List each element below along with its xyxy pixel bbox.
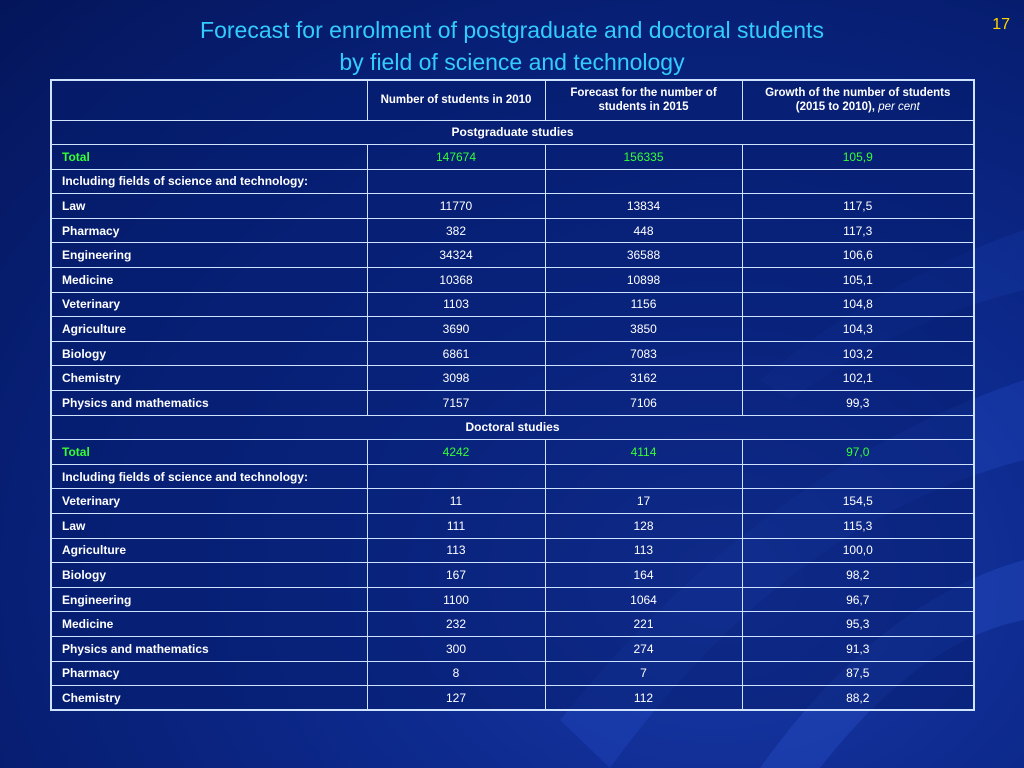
table-row bbox=[51, 514, 974, 539]
slide-title bbox=[0, 14, 1024, 78]
row-label: Chemistry bbox=[51, 366, 367, 391]
value-2015: 17 bbox=[545, 489, 742, 514]
value-growth: 96,7 bbox=[742, 587, 974, 612]
value-growth: 97,0 bbox=[742, 440, 974, 465]
table-row bbox=[51, 268, 974, 293]
value-growth: 95,3 bbox=[742, 612, 974, 637]
empty-cell bbox=[742, 464, 974, 489]
value-2015: 7106 bbox=[545, 391, 742, 416]
section-label: Postgraduate studies bbox=[51, 120, 974, 145]
empty-cell bbox=[545, 169, 742, 194]
value-growth: 99,3 bbox=[742, 391, 974, 416]
table-row bbox=[51, 587, 974, 612]
value-2010: 1103 bbox=[367, 292, 545, 317]
value-2010: 10368 bbox=[367, 268, 545, 293]
header-growth-unit: per cent bbox=[878, 101, 920, 114]
header-forecast-2015: Forecast for the number of students in 2015 bbox=[545, 80, 742, 120]
row-label: Pharmacy bbox=[51, 661, 367, 686]
row-label: Law bbox=[51, 514, 367, 539]
value-growth: 115,3 bbox=[742, 514, 974, 539]
table-row bbox=[51, 612, 974, 637]
value-2015: 221 bbox=[545, 612, 742, 637]
row-label: Agriculture bbox=[51, 538, 367, 563]
value-2010: 4242 bbox=[367, 440, 545, 465]
value-growth: 98,2 bbox=[742, 563, 974, 588]
doctoral-including-row bbox=[51, 464, 974, 489]
value-growth: 103,2 bbox=[742, 341, 974, 366]
row-label: Pharmacy bbox=[51, 218, 367, 243]
including-label: Including fields of science and technology: bbox=[51, 169, 367, 194]
value-2010: 147674 bbox=[367, 145, 545, 170]
value-growth: 104,3 bbox=[742, 317, 974, 342]
table-row bbox=[51, 218, 974, 243]
value-growth: 100,0 bbox=[742, 538, 974, 563]
value-2010: 111 bbox=[367, 514, 545, 539]
value-2015: 4114 bbox=[545, 440, 742, 465]
row-label: Veterinary bbox=[51, 292, 367, 317]
row-label: Law bbox=[51, 194, 367, 219]
including-label: Including fields of science and technology: bbox=[51, 464, 367, 489]
value-2010: 7157 bbox=[367, 391, 545, 416]
value-2015: 128 bbox=[545, 514, 742, 539]
row-label: Medicine bbox=[51, 268, 367, 293]
value-growth: 117,5 bbox=[742, 194, 974, 219]
row-label: Veterinary bbox=[51, 489, 367, 514]
table-row bbox=[51, 243, 974, 268]
table-row bbox=[51, 563, 974, 588]
value-2010: 300 bbox=[367, 636, 545, 661]
row-label: Chemistry bbox=[51, 686, 367, 711]
table-row bbox=[51, 538, 974, 563]
value-2010: 6861 bbox=[367, 341, 545, 366]
value-growth: 106,6 bbox=[742, 243, 974, 268]
value-growth: 117,3 bbox=[742, 218, 974, 243]
slide-title-line2: by field of science and technology bbox=[339, 49, 685, 75]
value-2010: 11770 bbox=[367, 194, 545, 219]
value-growth: 91,3 bbox=[742, 636, 974, 661]
postgraduate-including-row bbox=[51, 169, 974, 194]
enrolment-forecast-table bbox=[50, 79, 975, 711]
slide-number: 17 bbox=[992, 16, 1010, 33]
postgraduate-total-row bbox=[51, 145, 974, 170]
postgraduate-section-row bbox=[51, 120, 974, 145]
value-2015: 1064 bbox=[545, 587, 742, 612]
header-growth-main: Growth of the number of students (2015 to 2010), bbox=[765, 87, 951, 114]
value-2015: 3162 bbox=[545, 366, 742, 391]
value-2015: 1156 bbox=[545, 292, 742, 317]
table-row bbox=[51, 636, 974, 661]
header-field bbox=[51, 80, 367, 120]
table-row bbox=[51, 292, 974, 317]
table-row bbox=[51, 686, 974, 711]
table-row bbox=[51, 661, 974, 686]
row-label: Biology bbox=[51, 341, 367, 366]
table-row bbox=[51, 489, 974, 514]
value-2010: 11 bbox=[367, 489, 545, 514]
empty-cell bbox=[367, 464, 545, 489]
value-growth: 105,9 bbox=[742, 145, 974, 170]
row-label: Medicine bbox=[51, 612, 367, 637]
value-2015: 7083 bbox=[545, 341, 742, 366]
doctoral-section-row bbox=[51, 415, 974, 440]
header-students-2010: Number of students in 2010 bbox=[367, 80, 545, 120]
table-row bbox=[51, 194, 974, 219]
value-2010: 1100 bbox=[367, 587, 545, 612]
empty-cell bbox=[742, 169, 974, 194]
empty-cell bbox=[545, 464, 742, 489]
header-growth bbox=[742, 80, 974, 120]
row-label: Physics and mathematics bbox=[51, 391, 367, 416]
row-label: Biology bbox=[51, 563, 367, 588]
value-2015: 7 bbox=[545, 661, 742, 686]
value-2010: 34324 bbox=[367, 243, 545, 268]
value-growth: 102,1 bbox=[742, 366, 974, 391]
table-row bbox=[51, 391, 974, 416]
section-label: Doctoral studies bbox=[51, 415, 974, 440]
value-2015: 274 bbox=[545, 636, 742, 661]
value-2010: 167 bbox=[367, 563, 545, 588]
value-growth: 104,8 bbox=[742, 292, 974, 317]
value-2015: 448 bbox=[545, 218, 742, 243]
slide-title-line1: Forecast for enrolment of postgraduate and doctoral students bbox=[200, 17, 824, 43]
value-2010: 3690 bbox=[367, 317, 545, 342]
value-2015: 13834 bbox=[545, 194, 742, 219]
row-label: Engineering bbox=[51, 243, 367, 268]
value-2010: 127 bbox=[367, 686, 545, 711]
table-row bbox=[51, 366, 974, 391]
value-2015: 112 bbox=[545, 686, 742, 711]
table-header-row bbox=[51, 80, 974, 120]
doctoral-total-row bbox=[51, 440, 974, 465]
row-label: Engineering bbox=[51, 587, 367, 612]
value-2010: 113 bbox=[367, 538, 545, 563]
value-2010: 3098 bbox=[367, 366, 545, 391]
value-2010: 8 bbox=[367, 661, 545, 686]
value-2015: 3850 bbox=[545, 317, 742, 342]
row-label: Total bbox=[51, 440, 367, 465]
empty-cell bbox=[367, 169, 545, 194]
value-growth: 87,5 bbox=[742, 661, 974, 686]
value-2015: 36588 bbox=[545, 243, 742, 268]
row-label: Physics and mathematics bbox=[51, 636, 367, 661]
value-growth: 88,2 bbox=[742, 686, 974, 711]
row-label: Agriculture bbox=[51, 317, 367, 342]
table-body bbox=[51, 120, 974, 710]
value-2010: 382 bbox=[367, 218, 545, 243]
value-2010: 232 bbox=[367, 612, 545, 637]
value-2015: 113 bbox=[545, 538, 742, 563]
value-2015: 10898 bbox=[545, 268, 742, 293]
table-row bbox=[51, 317, 974, 342]
value-2015: 164 bbox=[545, 563, 742, 588]
row-label: Total bbox=[51, 145, 367, 170]
value-2015: 156335 bbox=[545, 145, 742, 170]
value-growth: 154,5 bbox=[742, 489, 974, 514]
table-row bbox=[51, 341, 974, 366]
value-growth: 105,1 bbox=[742, 268, 974, 293]
